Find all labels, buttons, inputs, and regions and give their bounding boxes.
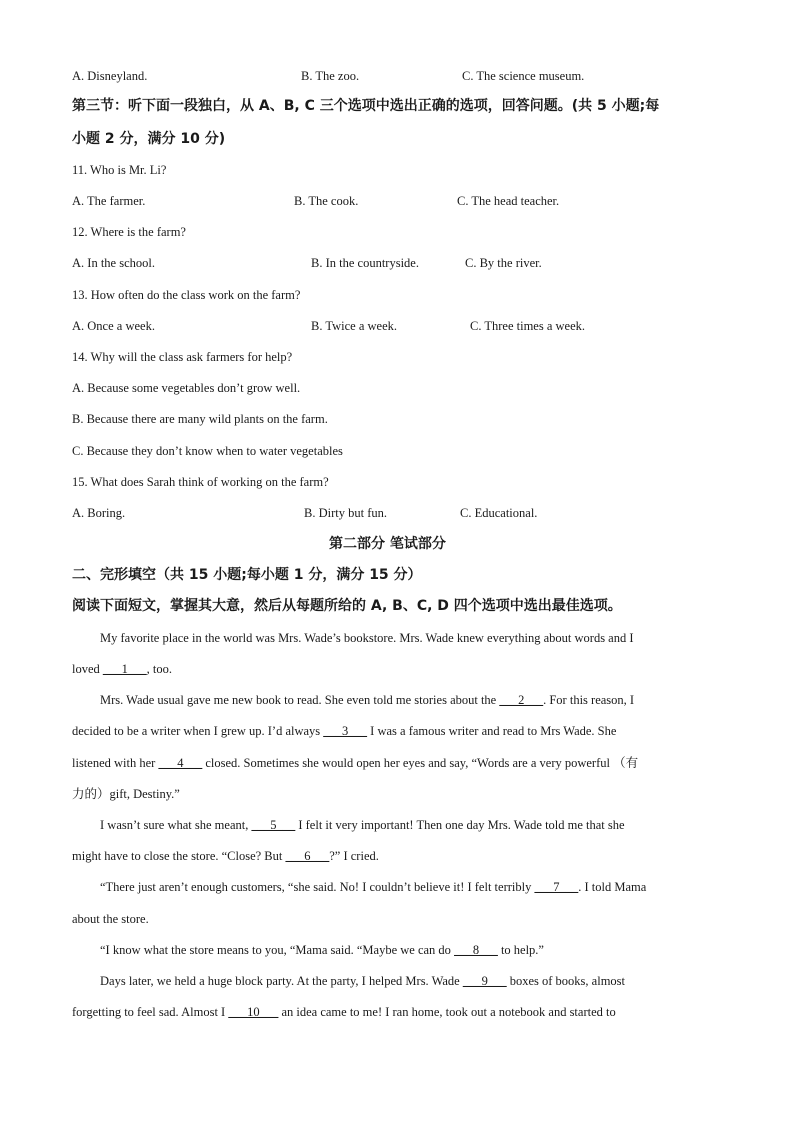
question-13-option-a: A. Once a week. <box>72 319 155 333</box>
blank-4: ___4___ <box>158 756 203 770</box>
question-11-stem: 11. Who is Mr. Li? <box>72 163 167 177</box>
question-13-stem: 13. How often do the class work on the farm? <box>72 288 301 302</box>
passage-line: I wasn’t sure what she meant, ___5___ I felt it very important! Then one day Mrs. Wade told me that she <box>100 818 625 832</box>
question-15-stem: 15. What does Sarah think of working on the farm? <box>72 475 329 489</box>
passage-line: Mrs. Wade usual gave me new book to read. She even told me stories about the ___2___. For this reason, I <box>100 693 635 707</box>
q10-option-c: C. The science museum. <box>462 69 585 83</box>
section3-heading-line1: 第三节：听下面一段独白，从 A、B, C 三个选项中选出正确的选项，回答问题。(共 5 小题;每 <box>72 98 660 114</box>
blank-5: ___5___ <box>251 818 296 832</box>
passage-line: about the store. <box>72 912 149 926</box>
blank-2: ___2___ <box>499 693 544 707</box>
question-14-option-c: C. Because they don’t know when to water vegetables <box>72 444 343 458</box>
passage-line: Days later, we held a huge block party. At the party, I helped Mrs. Wade ___9___ boxes of books, almost <box>100 974 626 988</box>
question-13-option-b: B. Twice a week. <box>311 319 398 333</box>
question-15-option-a: A. Boring. <box>72 506 126 520</box>
question-12-option-c: C. By the river. <box>465 256 542 270</box>
blank-7: ___7___ <box>534 880 579 894</box>
section3-heading-line2: 小题 2 分，满分 10 分) <box>72 131 226 147</box>
question-11-option-c: C. The head teacher. <box>457 194 560 208</box>
question-14-option-b: B. Because there are many wild plants on the farm. <box>72 412 328 426</box>
question-13-option-c: C. Three times a week. <box>470 319 586 333</box>
passage-line: listened with her ___4___ closed. Sometimes she would open her eyes and say, “Words are a very powerful （有 <box>72 756 639 770</box>
cloze-instruction: 阅读下面短文，掌握其大意，然后从每题所给的 A, B、C, D 四个选项中选出最佳选项。 <box>72 598 622 614</box>
passage-line: forgetting to feel sad. Almost I ___10___ an idea came to me! I ran home, took out a notebook and started to <box>72 1005 616 1019</box>
blank-8: ___8___ <box>454 943 498 957</box>
question-11-option-a: A. The farmer. <box>72 194 146 208</box>
question-11-option-b: B. The cook. <box>294 194 359 208</box>
passage-line: “I know what the store means to you, “Mama said. “Maybe we can do ___8___ to help.” <box>100 943 544 957</box>
question-15-option-c: C. Educational. <box>460 506 538 520</box>
question-12-option-b: B. In the countryside. <box>311 256 419 270</box>
passage-line: “There just aren’t enough customers, “she said. No! I couldn’t believe it! I felt terribly ___7___. I told Mama <box>100 880 647 894</box>
passage-line: decided to be a writer when I grew up. I’d always ___3___ I was a famous writer and read to Mrs Wade. She <box>72 724 617 738</box>
q10-option-b: B. The zoo. <box>301 69 360 83</box>
cloze-heading: 二、完形填空（共 15 小题;每小题 1 分，满分 15 分） <box>72 567 422 583</box>
question-12-option-a: A. In the school. <box>72 256 155 270</box>
blank-10: ___10___ <box>228 1005 279 1019</box>
question-14-option-a: A. Because some vegetables don’t grow well. <box>72 381 301 395</box>
question-12-stem: 12. Where is the farm? <box>72 225 186 239</box>
q10-option-a: A. Disneyland. <box>72 69 148 83</box>
blank-3: ___3___ <box>323 724 368 738</box>
blank-6: ___6___ <box>285 849 330 863</box>
passage-line: might have to close the store. “Close? But ___6___?” I cried. <box>72 849 379 863</box>
blank-9: ___9___ <box>462 974 507 988</box>
question-15-option-b: B. Dirty but fun. <box>304 506 387 520</box>
part2-title: 第二部分 笔试部分 <box>329 536 446 552</box>
passage-line: 力的）gift, Destiny.” <box>72 787 180 801</box>
blank-1: ___1___ <box>102 662 147 676</box>
question-14-stem: 14. Why will the class ask farmers for help? <box>72 350 293 364</box>
passage-line: My favorite place in the world was Mrs. Wade’s bookstore. Mrs. Wade knew everything about words and I <box>100 631 634 645</box>
passage-line: loved ___1___, too. <box>72 662 173 676</box>
